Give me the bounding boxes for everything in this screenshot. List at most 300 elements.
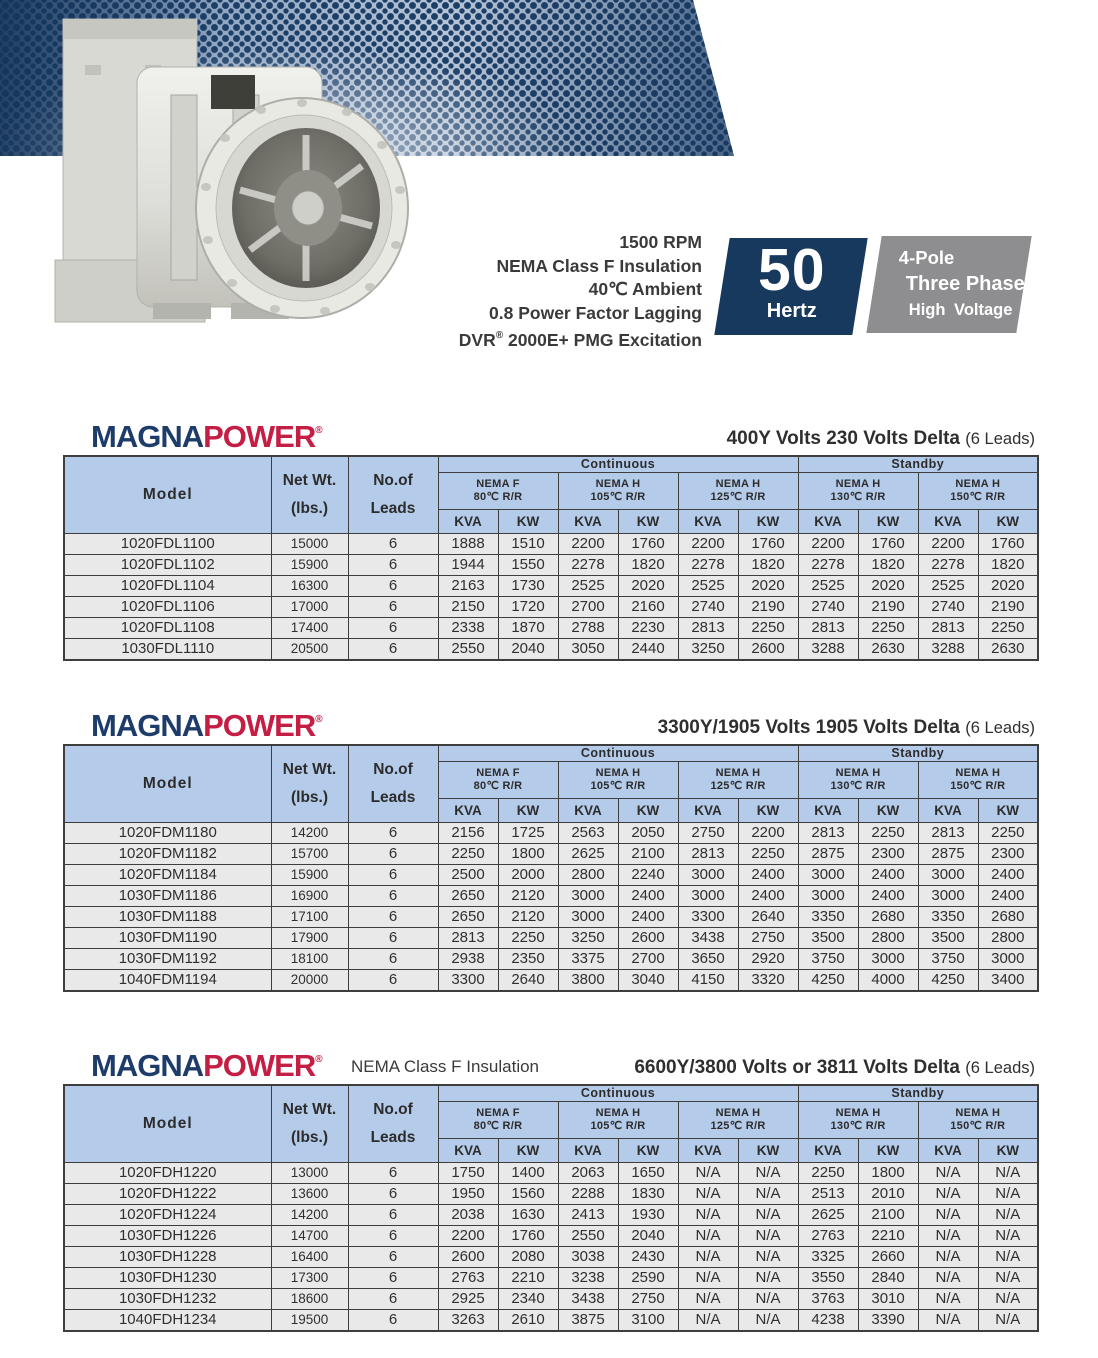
rating-value-cell: 2600 <box>618 928 678 949</box>
model-cell: 1020FDM1180 <box>64 823 271 844</box>
rating-value-cell: 3320 <box>738 970 798 992</box>
spec-line-rpm: 1500 RPM <box>619 232 702 252</box>
col-header-kva: KVA <box>918 1139 978 1163</box>
net-wt-cell: 16300 <box>271 576 348 597</box>
leads-cell: 6 <box>348 639 438 661</box>
rating-value-cell: 2813 <box>678 844 738 865</box>
rating-value-cell: 2278 <box>798 555 858 576</box>
rating-value-cell: N/A <box>978 1268 1038 1289</box>
rating-value-cell: 1888 <box>438 534 498 555</box>
col-header-kw: KW <box>498 799 558 823</box>
rating-value-cell: 4238 <box>798 1310 858 1332</box>
leads-cell: 6 <box>348 576 438 597</box>
col-group-nema: NEMA H 105℃ R/R <box>558 473 678 510</box>
rating-value-cell: 2925 <box>438 1289 498 1310</box>
rating-value-cell: 3350 <box>918 907 978 928</box>
net-wt-cell: 14200 <box>271 1205 348 1226</box>
rating-value-cell: 2750 <box>678 823 738 844</box>
rating-value-cell: 2525 <box>558 576 618 597</box>
rating-value-cell: 1830 <box>618 1184 678 1205</box>
col-group-nema: NEMA H 125℃ R/R <box>678 762 798 799</box>
rating-value-cell: N/A <box>738 1163 798 1184</box>
rating-value-cell: N/A <box>918 1310 978 1332</box>
rating-value-cell: 3800 <box>558 970 618 992</box>
spec-line-ambient: 40℃ Ambient <box>588 279 702 299</box>
magnapower-logo: MAGNAPOWER® <box>91 1048 323 1083</box>
rating-value-cell: 2800 <box>978 928 1038 949</box>
leads-cell: 6 <box>348 1205 438 1226</box>
rating-value-cell: N/A <box>678 1289 738 1310</box>
model-cell: 1020FDH1222 <box>64 1184 271 1205</box>
rating-value-cell: N/A <box>738 1268 798 1289</box>
rating-value-cell: 1820 <box>978 555 1038 576</box>
rating-value-cell: 2440 <box>618 639 678 661</box>
rating-value-cell: 2630 <box>978 639 1038 661</box>
col-header-kva: KVA <box>798 510 858 534</box>
rating-value-cell: 2740 <box>678 597 738 618</box>
rating-value-cell: 2040 <box>498 639 558 661</box>
col-header-kva: KVA <box>918 510 978 534</box>
net-wt-cell: 14200 <box>271 823 348 844</box>
model-cell: 1020FDL1104 <box>64 576 271 597</box>
pole-phase-badge <box>866 236 1031 333</box>
spec-line-excitation: DVR® 2000E+ PMG Excitation <box>458 329 702 350</box>
leads-cell: 6 <box>348 970 438 992</box>
col-group-nema: NEMA H 130℃ R/R <box>798 762 918 799</box>
rating-value-cell: 3750 <box>798 949 858 970</box>
model-cell: 1020FDL1100 <box>64 534 271 555</box>
col-header-leads: No.of Leads <box>348 745 438 823</box>
rating-value-cell: 3000 <box>558 886 618 907</box>
rating-value-cell: 2525 <box>678 576 738 597</box>
rating-value-cell: 2250 <box>738 844 798 865</box>
rating-value-cell: 2813 <box>798 823 858 844</box>
rating-value-cell: 2650 <box>438 907 498 928</box>
rating-value-cell: 1550 <box>498 555 558 576</box>
rating-value-cell: 2300 <box>858 844 918 865</box>
net-wt-cell: 17400 <box>271 618 348 639</box>
rating-value-cell: N/A <box>918 1247 978 1268</box>
col-header-kw: KW <box>978 510 1038 534</box>
rating-value-cell: 1930 <box>618 1205 678 1226</box>
leads-cell: 6 <box>348 555 438 576</box>
rating-value-cell: 2250 <box>858 618 918 639</box>
rating-value-cell: 4250 <box>918 970 978 992</box>
rating-value-cell: 3000 <box>678 865 738 886</box>
model-cell: 1030FDH1230 <box>64 1268 271 1289</box>
rating-value-cell: 2700 <box>558 597 618 618</box>
leads-cell: 6 <box>348 823 438 844</box>
table-row <box>64 1268 1038 1289</box>
rating-value-cell: 2250 <box>438 844 498 865</box>
rating-value-cell: 2210 <box>858 1226 918 1247</box>
rating-value-cell: N/A <box>738 1226 798 1247</box>
col-header-model: Model <box>64 1085 271 1163</box>
table-row <box>64 555 1038 576</box>
rating-value-cell: 2550 <box>438 639 498 661</box>
net-wt-cell: 19500 <box>271 1310 348 1332</box>
registered-mark: ® <box>315 425 323 436</box>
rating-value-cell: 2050 <box>618 823 678 844</box>
rating-value-cell: 3000 <box>918 865 978 886</box>
table-row <box>64 970 1038 992</box>
rating-value-cell: N/A <box>978 1226 1038 1247</box>
table-row <box>64 844 1038 865</box>
rating-value-cell: 1400 <box>498 1163 558 1184</box>
rating-value-cell: 2100 <box>618 844 678 865</box>
col-header-model: Model <box>64 456 271 534</box>
rating-value-cell: 3000 <box>978 949 1038 970</box>
col-header-kva: KVA <box>438 799 498 823</box>
ratings-section-400y <box>63 410 1037 661</box>
rating-value-cell: 3250 <box>558 928 618 949</box>
col-header-kw: KW <box>978 1139 1038 1163</box>
model-cell: 1020FDL1106 <box>64 597 271 618</box>
rating-value-cell: 2813 <box>918 823 978 844</box>
rating-value-cell: 2400 <box>738 886 798 907</box>
table-row <box>64 1163 1038 1184</box>
rating-value-cell: 2250 <box>858 823 918 844</box>
col-header-model: Model <box>64 745 271 823</box>
rating-value-cell: 1950 <box>438 1184 498 1205</box>
magnapower-logo: MAGNAPOWER® <box>91 708 323 743</box>
rating-value-cell: 3400 <box>978 970 1038 992</box>
leads-cell: 6 <box>348 907 438 928</box>
rating-value-cell: 2200 <box>738 823 798 844</box>
leads-cell: 6 <box>348 618 438 639</box>
rating-value-cell: 1760 <box>738 534 798 555</box>
col-group-nema: NEMA F 80℃ R/R <box>438 762 558 799</box>
rating-value-cell: 1760 <box>498 1226 558 1247</box>
rating-value-cell: N/A <box>918 1163 978 1184</box>
rating-value-cell: 2100 <box>858 1205 918 1226</box>
rating-value-cell: 2340 <box>498 1289 558 1310</box>
rating-value-cell: 3288 <box>798 639 858 661</box>
magnapower-logo: MAGNAPOWER® <box>91 419 323 454</box>
rating-value-cell: 2190 <box>858 597 918 618</box>
rating-value-cell: 2400 <box>738 865 798 886</box>
table-row <box>64 865 1038 886</box>
rating-value-cell: N/A <box>978 1247 1038 1268</box>
rating-value-cell: 2590 <box>618 1268 678 1289</box>
rating-value-cell: 1725 <box>498 823 558 844</box>
rating-value-cell: 3763 <box>798 1289 858 1310</box>
col-header-kw: KW <box>858 510 918 534</box>
generator-photo <box>25 5 423 333</box>
rating-value-cell: 2200 <box>918 534 978 555</box>
rating-value-cell: 3288 <box>918 639 978 661</box>
rating-value-cell: 1760 <box>858 534 918 555</box>
rating-value-cell: 2080 <box>498 1247 558 1268</box>
ratings-section-3300y <box>63 700 1037 992</box>
rating-value-cell: 3875 <box>558 1310 618 1332</box>
rating-value-cell: 2240 <box>618 865 678 886</box>
leads-cell: 6 <box>348 886 438 907</box>
hertz-badge <box>714 238 867 335</box>
rating-value-cell: N/A <box>918 1289 978 1310</box>
rating-value-cell: 2200 <box>438 1226 498 1247</box>
rating-value-cell: 3038 <box>558 1247 618 1268</box>
rating-value-cell: 1750 <box>438 1163 498 1184</box>
col-header-kw: KW <box>618 1139 678 1163</box>
col-header-kw: KW <box>618 510 678 534</box>
spec-summary <box>459 231 702 352</box>
rating-value-cell: 2038 <box>438 1205 498 1226</box>
leads-cell: 6 <box>348 1268 438 1289</box>
col-header-kw: KW <box>978 799 1038 823</box>
table-title: 400Y Volts 230 Volts Delta (6 Leads) <box>726 428 1035 449</box>
rating-value-cell: 2525 <box>918 576 978 597</box>
col-group-nema: NEMA F 80℃ R/R <box>438 473 558 510</box>
rating-value-cell: 2250 <box>978 823 1038 844</box>
rating-value-cell: 2875 <box>798 844 858 865</box>
col-header-leads: No.of Leads <box>348 1085 438 1163</box>
rating-value-cell: 3438 <box>678 928 738 949</box>
ratings-table-6600y <box>63 1084 1039 1332</box>
rating-value-cell: 3550 <box>798 1268 858 1289</box>
rating-value-cell: 2625 <box>558 844 618 865</box>
col-group-standby: Standby <box>798 1085 1038 1102</box>
rating-value-cell: 1820 <box>858 555 918 576</box>
phase-line: Three Phase <box>905 273 1025 296</box>
rating-value-cell: 2550 <box>558 1226 618 1247</box>
rating-value-cell: 2400 <box>618 907 678 928</box>
rating-value-cell: 2278 <box>918 555 978 576</box>
rating-value-cell: 3390 <box>858 1310 918 1332</box>
col-group-nema: NEMA H 130℃ R/R <box>798 1102 918 1139</box>
table-title: 3300Y/1905 Volts 1905 Volts Delta (6 Leads) <box>657 717 1035 738</box>
rating-value-cell: 2120 <box>498 907 558 928</box>
table-row <box>64 928 1038 949</box>
rating-value-cell: 2813 <box>438 928 498 949</box>
rating-value-cell: 2800 <box>858 928 918 949</box>
rating-value-cell: 2400 <box>978 865 1038 886</box>
col-header-kva: KVA <box>678 1139 738 1163</box>
rating-value-cell: N/A <box>978 1310 1038 1332</box>
leads-cell: 6 <box>348 865 438 886</box>
rating-value-cell: 2513 <box>798 1184 858 1205</box>
rating-value-cell: 3100 <box>618 1310 678 1332</box>
rating-value-cell: 2700 <box>618 949 678 970</box>
rating-value-cell: 2190 <box>978 597 1038 618</box>
rating-value-cell: 1870 <box>498 618 558 639</box>
net-wt-cell: 17100 <box>271 907 348 928</box>
rating-value-cell: N/A <box>918 1205 978 1226</box>
rating-value-cell: 3350 <box>798 907 858 928</box>
rating-value-cell: N/A <box>978 1184 1038 1205</box>
rating-value-cell: 2750 <box>738 928 798 949</box>
rating-value-cell: 2400 <box>858 886 918 907</box>
header-row <box>64 745 1038 762</box>
rating-value-cell: 2840 <box>858 1268 918 1289</box>
table-row <box>64 1205 1038 1226</box>
model-cell: 1020FDH1224 <box>64 1205 271 1226</box>
rating-value-cell: 2763 <box>438 1268 498 1289</box>
col-header-net-wt: Net Wt. (lbs.) <box>271 745 348 823</box>
model-cell: 1030FDH1232 <box>64 1289 271 1310</box>
model-cell: 1040FDH1234 <box>64 1310 271 1332</box>
leads-cell: 6 <box>348 597 438 618</box>
rating-value-cell: 2650 <box>438 886 498 907</box>
rating-value-cell: 2400 <box>858 865 918 886</box>
rating-value-cell: N/A <box>978 1205 1038 1226</box>
col-header-kw: KW <box>858 799 918 823</box>
net-wt-cell: 16400 <box>271 1247 348 1268</box>
rating-value-cell: 2400 <box>618 886 678 907</box>
rating-value-cell: 2278 <box>558 555 618 576</box>
rating-value-cell: 3438 <box>558 1289 618 1310</box>
table-row <box>64 1247 1038 1268</box>
col-header-kw: KW <box>738 510 798 534</box>
net-wt-cell: 20500 <box>271 639 348 661</box>
rating-value-cell: 2120 <box>498 886 558 907</box>
col-group-continuous: Continuous <box>438 456 798 473</box>
rating-value-cell: 2740 <box>798 597 858 618</box>
rating-value-cell: N/A <box>738 1289 798 1310</box>
registered-mark: ® <box>315 714 323 725</box>
rating-value-cell: 3300 <box>438 970 498 992</box>
rating-value-cell: 2250 <box>978 618 1038 639</box>
rating-value-cell: 2288 <box>558 1184 618 1205</box>
rating-value-cell: 1720 <box>498 597 558 618</box>
rating-value-cell: 2938 <box>438 949 498 970</box>
col-group-standby: Standby <box>798 456 1038 473</box>
rating-value-cell: N/A <box>918 1268 978 1289</box>
net-wt-cell: 18600 <box>271 1289 348 1310</box>
rating-value-cell: 2020 <box>738 576 798 597</box>
rating-value-cell: 3040 <box>618 970 678 992</box>
leads-cell: 6 <box>348 1247 438 1268</box>
col-group-nema: NEMA H 105℃ R/R <box>558 1102 678 1139</box>
rating-value-cell: 2163 <box>438 576 498 597</box>
rating-value-cell: 4150 <box>678 970 738 992</box>
rating-value-cell: 2813 <box>678 618 738 639</box>
rating-value-cell: 2156 <box>438 823 498 844</box>
table-title: 6600Y/3800 Volts or 3811 Volts Delta (6 Leads) <box>634 1057 1035 1078</box>
rating-value-cell: 1630 <box>498 1205 558 1226</box>
pole-line: 4-Pole <box>898 247 955 268</box>
rating-value-cell: 3238 <box>558 1268 618 1289</box>
leads-cell: 6 <box>348 534 438 555</box>
rating-value-cell: 2500 <box>438 865 498 886</box>
col-header-kw: KW <box>618 799 678 823</box>
col-header-kva: KVA <box>678 510 738 534</box>
rating-value-cell: N/A <box>678 1247 738 1268</box>
model-cell: 1030FDM1186 <box>64 886 271 907</box>
rating-value-cell: 2640 <box>738 907 798 928</box>
col-group-standby: Standby <box>798 745 1038 762</box>
col-group-nema: NEMA H 105℃ R/R <box>558 762 678 799</box>
col-group-continuous: Continuous <box>438 1085 798 1102</box>
model-cell: 1030FDM1190 <box>64 928 271 949</box>
col-group-continuous: Continuous <box>438 745 798 762</box>
rating-value-cell: 1650 <box>618 1163 678 1184</box>
col-header-kw: KW <box>738 1139 798 1163</box>
rating-value-cell: 2300 <box>978 844 1038 865</box>
rating-value-cell: 1800 <box>498 844 558 865</box>
rating-value-cell: 2400 <box>978 886 1038 907</box>
table-row <box>64 534 1038 555</box>
rating-value-cell: 2250 <box>798 1163 858 1184</box>
rating-value-cell: 2020 <box>978 576 1038 597</box>
rating-value-cell: N/A <box>678 1310 738 1332</box>
rating-value-cell: 2788 <box>558 618 618 639</box>
rating-value-cell: 1820 <box>738 555 798 576</box>
rating-value-cell: 1510 <box>498 534 558 555</box>
col-header-net-wt: Net Wt. (lbs.) <box>271 1085 348 1163</box>
rating-value-cell: 2200 <box>558 534 618 555</box>
rating-value-cell: 2430 <box>618 1247 678 1268</box>
rating-value-cell: N/A <box>918 1184 978 1205</box>
col-header-kva: KVA <box>558 1139 618 1163</box>
spec-line-insulation: NEMA Class F Insulation <box>496 255 702 276</box>
rating-value-cell: 1560 <box>498 1184 558 1205</box>
col-group-nema: NEMA H 150℃ R/R <box>918 1102 1038 1139</box>
leads-cell: 6 <box>348 1226 438 1247</box>
rating-value-cell: 2020 <box>618 576 678 597</box>
rating-value-cell: 2190 <box>738 597 798 618</box>
rating-value-cell: 2920 <box>738 949 798 970</box>
rating-value-cell: N/A <box>738 1247 798 1268</box>
leads-cell: 6 <box>348 928 438 949</box>
col-header-net-wt: Net Wt. (lbs.) <box>271 456 348 534</box>
rating-value-cell: 2150 <box>438 597 498 618</box>
rating-value-cell: N/A <box>738 1184 798 1205</box>
rating-value-cell: 3000 <box>798 865 858 886</box>
net-wt-cell: 13000 <box>271 1163 348 1184</box>
rating-value-cell: 1944 <box>438 555 498 576</box>
net-wt-cell: 15000 <box>271 534 348 555</box>
col-header-kw: KW <box>858 1139 918 1163</box>
rating-value-cell: 2278 <box>678 555 738 576</box>
col-header-kva: KVA <box>798 799 858 823</box>
rating-value-cell: 3263 <box>438 1310 498 1332</box>
table-row <box>64 1226 1038 1247</box>
rating-value-cell: 2625 <box>798 1205 858 1226</box>
col-group-nema: NEMA H 150℃ R/R <box>918 473 1038 510</box>
col-group-nema: NEMA H 125℃ R/R <box>678 473 798 510</box>
rating-value-cell: 3750 <box>918 949 978 970</box>
rating-value-cell: 2000 <box>498 865 558 886</box>
rating-value-cell: 2680 <box>858 907 918 928</box>
table-row <box>64 597 1038 618</box>
col-header-kva: KVA <box>678 799 738 823</box>
rating-value-cell: 3000 <box>558 907 618 928</box>
rating-value-cell: 1800 <box>858 1163 918 1184</box>
rating-value-cell: 3500 <box>798 928 858 949</box>
rating-value-cell: 3375 <box>558 949 618 970</box>
header-row <box>64 1085 1038 1102</box>
rating-value-cell: 2640 <box>498 970 558 992</box>
model-cell: 1030FDH1226 <box>64 1226 271 1247</box>
rating-value-cell: N/A <box>738 1310 798 1332</box>
model-cell: 1020FDM1184 <box>64 865 271 886</box>
col-header-kva: KVA <box>798 1139 858 1163</box>
rating-value-cell: N/A <box>738 1205 798 1226</box>
rating-value-cell: N/A <box>918 1226 978 1247</box>
model-cell: 1030FDM1188 <box>64 907 271 928</box>
table-row <box>64 1289 1038 1310</box>
model-cell: 1030FDH1228 <box>64 1247 271 1268</box>
rating-value-cell: 2680 <box>978 907 1038 928</box>
rating-value-cell: 2413 <box>558 1205 618 1226</box>
rating-value-cell: N/A <box>978 1289 1038 1310</box>
col-header-kva: KVA <box>558 799 618 823</box>
table-row <box>64 576 1038 597</box>
rating-value-cell: 2020 <box>858 576 918 597</box>
hertz-unit: Hertz <box>766 300 817 322</box>
net-wt-cell: 20000 <box>271 970 348 992</box>
